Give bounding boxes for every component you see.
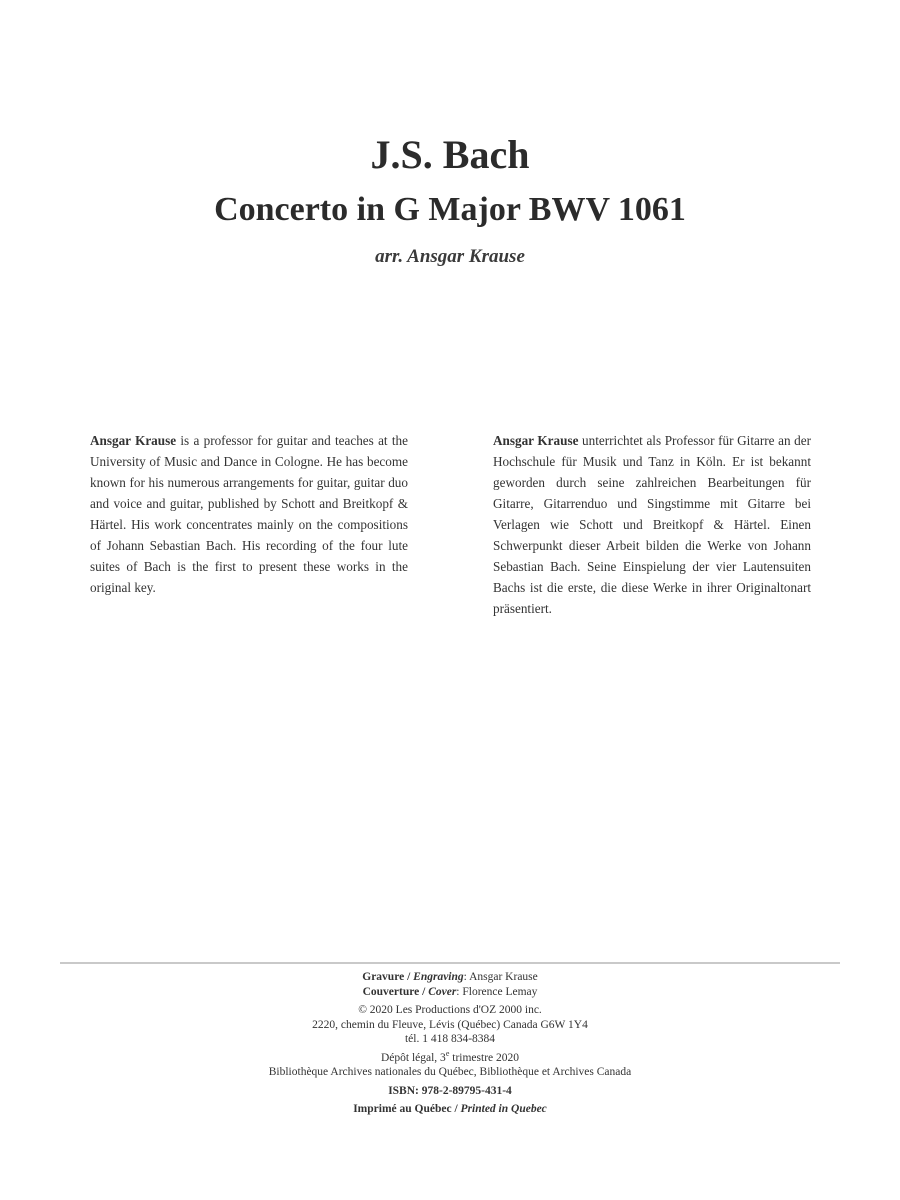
legal-deposit-prefix: Dépôt légal, 3 xyxy=(380,1051,446,1064)
work-title: Concerto in G Major BWV 1061 xyxy=(214,191,686,228)
legal-deposit-suffix: trimestre 2020 xyxy=(449,1051,519,1064)
printed-fr: Imprimé au Québec xyxy=(353,1103,452,1115)
printed-line xyxy=(0,1102,900,1117)
arranger-credit: arr. Ansgar Krause xyxy=(375,246,525,267)
printed-en: Printed in Quebec xyxy=(460,1103,547,1115)
bio-german-name: Ansgar Krause xyxy=(493,433,579,448)
legal-deposit xyxy=(0,1048,900,1066)
title-block xyxy=(0,130,900,270)
engraving-value: : Ansgar Krause xyxy=(463,971,538,983)
engraving-label-fr: Gravure xyxy=(362,971,405,983)
bio-german xyxy=(493,430,811,619)
cover-label-en: Cover xyxy=(428,985,457,998)
bio-german-text: unterrichtet als Professor für Gitarre an der Hochschule für Musik und Tanz in Köln. Er ist bekannt geworden durch seine zahlreichen Bearbeitungen für Gitarre, Gitarrenduo und Singstimme mit Gitarre bei Verlagen wie Schott und Breitkopf & Härtel. Einen Schwerpunkt dieser Arbeit bilden die Werke von Johann Sebastian Bach. Seine Einspielung der vier Lautensuiten Bachs ist die erste, die diese Werke in ihrer Originaltonart präsentiert. xyxy=(493,433,811,616)
legal-deposit-sup: e xyxy=(445,1048,450,1058)
cover-value: : Florence Lemay xyxy=(456,985,538,998)
publisher-address: 2220, chemin du Fleuve, Lévis (Québec) Canada G6W 1Y4 xyxy=(312,1018,588,1031)
bio-english-text: is a professor for guitar and teaches at the University of Music and Dance in Cologne. He has become known for his numerous arrangements for guitar, guitar duo and voice and guitar, published by Schott and Breitkopf & Härtel. His work concentrates mainly on the compositions of Johann Sebastian Bach. His recording of the four lute suites of Bach is the first to present these works in the original key. xyxy=(90,433,408,595)
publisher-phone: tél. 1 418 834-8384 xyxy=(404,1033,496,1045)
printed-sep: / xyxy=(451,1103,461,1115)
colophon xyxy=(0,970,900,1117)
isbn-line: ISBN: 978-2-89795-431-4 xyxy=(388,1084,512,1097)
bio-english xyxy=(90,430,408,598)
copyright-line: © 2020 Les Productions d'OZ 2000 inc. xyxy=(358,1004,542,1016)
cover-label-fr: Couverture xyxy=(362,985,420,998)
cover-credit xyxy=(0,985,900,1000)
engraving-credit xyxy=(0,970,900,985)
bio-english-name: Ansgar Krause xyxy=(90,433,177,448)
footer-divider xyxy=(60,962,840,964)
engraving-sep: / xyxy=(404,971,414,983)
cover-sep: / xyxy=(419,985,429,998)
engraving-label-en: Engraving xyxy=(413,971,464,983)
composer-name: J.S. Bach xyxy=(370,132,530,177)
libraries-line: Bibliothèque Archives nationales du Québec, Bibliothèque et Archives Canada xyxy=(268,1066,632,1078)
